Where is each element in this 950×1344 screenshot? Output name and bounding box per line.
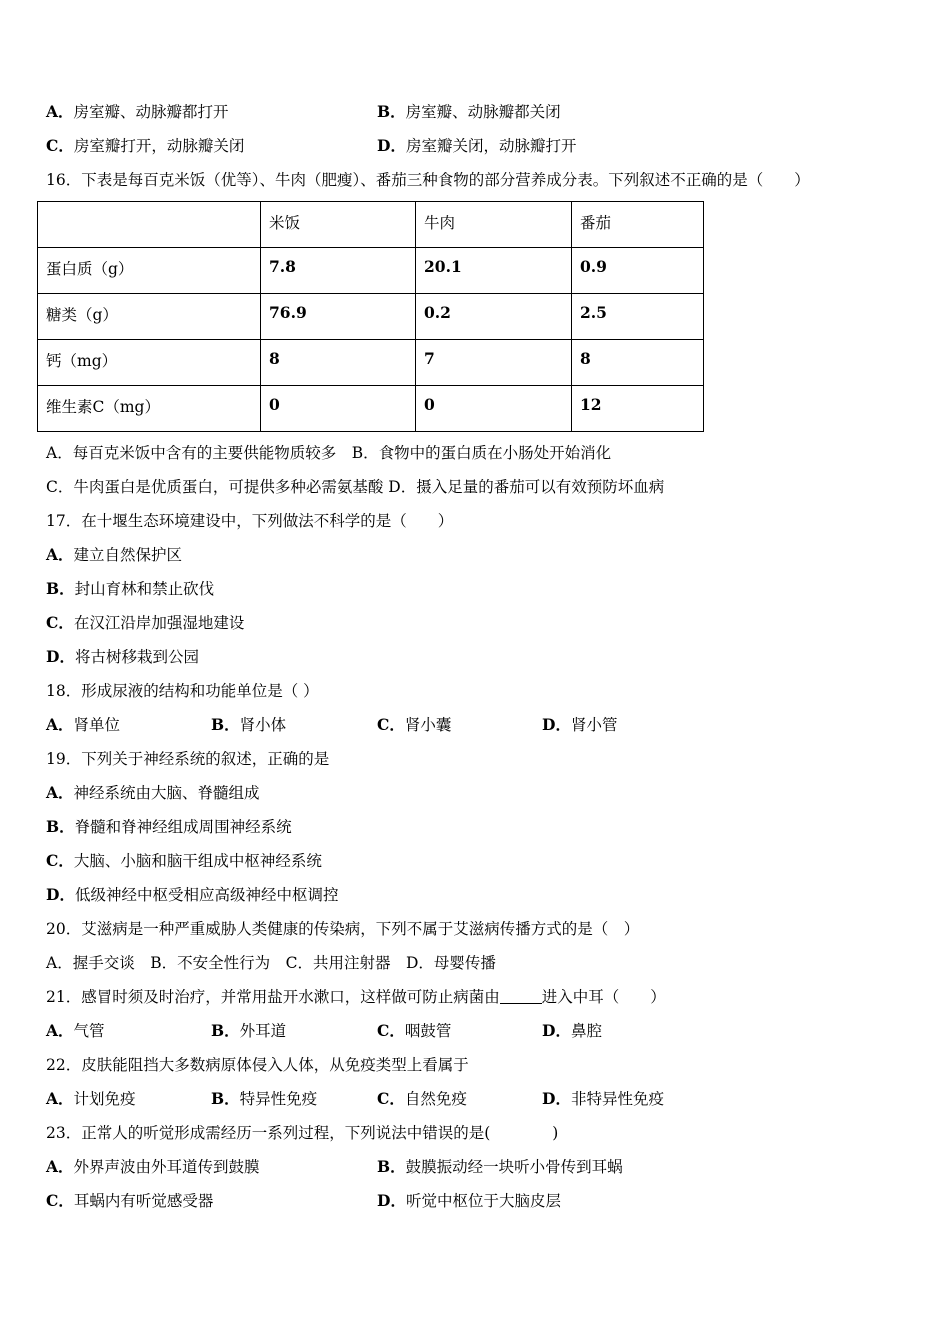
option-text: 房室瓣、动脉瓣都关闭 xyxy=(405,103,561,121)
option-text: 耳蜗内有听觉感受器 xyxy=(73,1192,214,1210)
option-text: 肾小囊 xyxy=(404,716,452,734)
table-row xyxy=(38,386,704,432)
option-text: 肾单位 xyxy=(73,716,121,734)
q21-stem xyxy=(46,987,666,1007)
option-label: C． xyxy=(46,136,74,155)
option-label: D． xyxy=(542,1021,571,1040)
table-header-row xyxy=(38,202,704,248)
option-label: D． xyxy=(377,136,406,155)
q19-option-a[interactable] xyxy=(46,783,260,803)
table-cell: 20.1 xyxy=(416,248,572,294)
table-header-cell: 番茄 xyxy=(572,202,704,248)
q19-option-d[interactable] xyxy=(46,885,338,905)
option-text: 房室瓣打开，动脉瓣关闭 xyxy=(73,137,245,155)
q19-option-b[interactable] xyxy=(46,817,292,837)
q16-options-line-2[interactable]: C．牛肉蛋白是优质蛋白，可提供多种必需氨基酸 D．摄入足量的番茄可以有效预防坏血病 xyxy=(46,478,665,496)
option-label: A． xyxy=(46,1021,74,1040)
table-cell: 8 xyxy=(261,340,416,386)
q23-option-a[interactable] xyxy=(46,1157,260,1177)
table-row xyxy=(38,340,704,386)
option-text: 非特异性免疫 xyxy=(570,1090,664,1108)
q23-option-c[interactable] xyxy=(46,1191,213,1211)
option-label: B． xyxy=(377,1157,406,1176)
q18-option-d[interactable] xyxy=(542,715,617,735)
option-text: 神经系统由大脑、脊髓组成 xyxy=(73,784,260,802)
table-cell: 维生素C（mg） xyxy=(38,386,261,432)
option-label: C． xyxy=(377,1089,405,1108)
q17-option-c[interactable] xyxy=(46,613,244,633)
q16-options-line-1[interactable]: A．每百克米饭中含有的主要供能物质较多 B．食物中的蛋白质在小肠处开始消化 xyxy=(46,444,612,462)
q15-option-d[interactable] xyxy=(377,136,576,156)
q21-option-a[interactable] xyxy=(46,1021,105,1041)
option-label: C． xyxy=(46,1191,74,1210)
q18-option-a[interactable] xyxy=(46,715,120,735)
option-label: D． xyxy=(542,715,571,734)
table-cell: 12 xyxy=(572,386,704,432)
option-label: A． xyxy=(46,715,74,734)
q22-option-c[interactable] xyxy=(377,1089,467,1109)
table-cell: 7.8 xyxy=(261,248,416,294)
option-label: C． xyxy=(46,613,74,632)
option-label: C． xyxy=(377,1021,405,1040)
q18-option-c[interactable] xyxy=(377,715,451,735)
table-cell: 7 xyxy=(416,340,572,386)
option-label: C． xyxy=(377,715,405,734)
q18-option-b[interactable] xyxy=(211,715,286,735)
option-text: 封山育林和禁止砍伐 xyxy=(74,580,215,598)
q20-stem: 20．艾滋病是一种严重威胁人类健康的传染病，下列不属于艾滋病传播方式的是（ ） xyxy=(46,920,640,938)
option-text: 房室瓣、动脉瓣都打开 xyxy=(73,103,229,121)
option-label: B． xyxy=(46,817,75,836)
table-cell: 糖类（g） xyxy=(38,294,261,340)
option-text: 将古树移栽到公园 xyxy=(74,648,199,666)
option-label: D． xyxy=(542,1089,571,1108)
table-cell: 8 xyxy=(572,340,704,386)
q17-option-a[interactable] xyxy=(46,545,182,565)
option-label: B． xyxy=(377,102,406,121)
table-cell: 0.2 xyxy=(416,294,572,340)
q18-stem: 18．形成尿液的结构和功能单位是（ ） xyxy=(46,682,319,700)
q23-option-b[interactable] xyxy=(377,1157,623,1177)
option-label: D． xyxy=(377,1191,406,1210)
option-label: B． xyxy=(46,579,75,598)
q21-option-d[interactable] xyxy=(542,1021,602,1041)
q17-stem: 17．在十堰生态环境建设中，下列做法不科学的是（ ） xyxy=(46,512,454,530)
option-text: 肾小体 xyxy=(239,716,287,734)
q19-option-c[interactable] xyxy=(46,851,322,871)
option-text: 听觉中枢位于大脑皮层 xyxy=(405,1192,561,1210)
option-text: 鼻腔 xyxy=(570,1022,602,1040)
option-text: 气管 xyxy=(73,1022,105,1040)
table-row xyxy=(38,248,704,294)
table-cell: 2.5 xyxy=(572,294,704,340)
option-text: 低级神经中枢受相应高级神经中枢调控 xyxy=(74,886,339,904)
q22-stem: 22．皮肤能阻挡大多数病原体侵入人体，从免疫类型上看属于 xyxy=(46,1056,469,1074)
option-text: 特异性免疫 xyxy=(239,1090,318,1108)
option-label: D． xyxy=(46,885,75,904)
option-label: C． xyxy=(46,851,74,870)
q15-option-c[interactable] xyxy=(46,136,244,156)
table-header-cell: 米饭 xyxy=(261,202,416,248)
option-label: A． xyxy=(46,1157,74,1176)
q22-option-b[interactable] xyxy=(211,1089,317,1109)
table-header-cell xyxy=(38,202,261,248)
option-text: 自然免疫 xyxy=(404,1090,467,1108)
q23-option-d[interactable] xyxy=(377,1191,561,1211)
table-cell: 钙（mg） xyxy=(38,340,261,386)
table-row xyxy=(38,294,704,340)
option-text: 脊髓和脊神经组成周围神经系统 xyxy=(74,818,292,836)
option-text: 鼓膜振动经一块听小骨传到耳蜗 xyxy=(405,1158,623,1176)
q21-option-c[interactable] xyxy=(377,1021,451,1041)
option-text: 外界声波由外耳道传到鼓膜 xyxy=(73,1158,260,1176)
q21-stem-before: 21．感冒时须及时治疗，并常用盐开水漱口，这样做可防止病菌由 xyxy=(46,988,500,1006)
option-label: D． xyxy=(46,647,75,666)
table-cell: 76.9 xyxy=(261,294,416,340)
option-text: 咽鼓管 xyxy=(404,1022,452,1040)
option-label: B． xyxy=(211,1021,240,1040)
option-text: 外耳道 xyxy=(239,1022,287,1040)
nutrition-table xyxy=(37,201,704,432)
option-label: A． xyxy=(46,1089,74,1108)
table-cell: 0 xyxy=(416,386,572,432)
table-cell: 0 xyxy=(261,386,416,432)
q15-option-a[interactable] xyxy=(46,102,229,122)
option-label: A． xyxy=(46,783,74,802)
option-text: 肾小管 xyxy=(570,716,618,734)
q23-stem: 23．正常人的听觉形成需经历一系列过程，下列说法中错误的是( ) xyxy=(46,1124,559,1142)
option-label: A． xyxy=(46,102,74,121)
q22-option-a[interactable] xyxy=(46,1089,136,1109)
q22-option-d[interactable] xyxy=(542,1089,664,1109)
option-label: B． xyxy=(211,715,240,734)
option-label: B． xyxy=(211,1089,240,1108)
answer-blank xyxy=(500,989,542,1004)
q16-stem: 16．下表是每百克米饭（优等）、牛肉（肥瘦）、番茄三种食物的部分营养成分表。下列叙述不正确的是（ ） xyxy=(46,171,810,189)
table-cell: 0.9 xyxy=(572,248,704,294)
table-header-cell: 牛肉 xyxy=(416,202,572,248)
q17-option-d[interactable] xyxy=(46,647,199,667)
option-label: A． xyxy=(46,545,74,564)
q20-options-line[interactable]: A．握手交谈 B．不安全性行为 C．共用注射器 D．母婴传播 xyxy=(46,954,496,972)
q21-stem-after: 进入中耳（ ） xyxy=(541,988,666,1006)
option-text: 房室瓣关闭，动脉瓣打开 xyxy=(405,137,577,155)
option-text: 在汉江沿岸加强湿地建设 xyxy=(73,614,245,632)
q21-option-b[interactable] xyxy=(211,1021,286,1041)
option-text: 计划免疫 xyxy=(73,1090,136,1108)
option-text: 建立自然保护区 xyxy=(73,546,183,564)
option-text: 大脑、小脑和脑干组成中枢神经系统 xyxy=(73,852,322,870)
q17-option-b[interactable] xyxy=(46,579,214,599)
q19-stem: 19．下列关于神经系统的叙述，正确的是 xyxy=(46,750,330,768)
q15-option-b[interactable] xyxy=(377,102,561,122)
table-cell: 蛋白质（g） xyxy=(38,248,261,294)
